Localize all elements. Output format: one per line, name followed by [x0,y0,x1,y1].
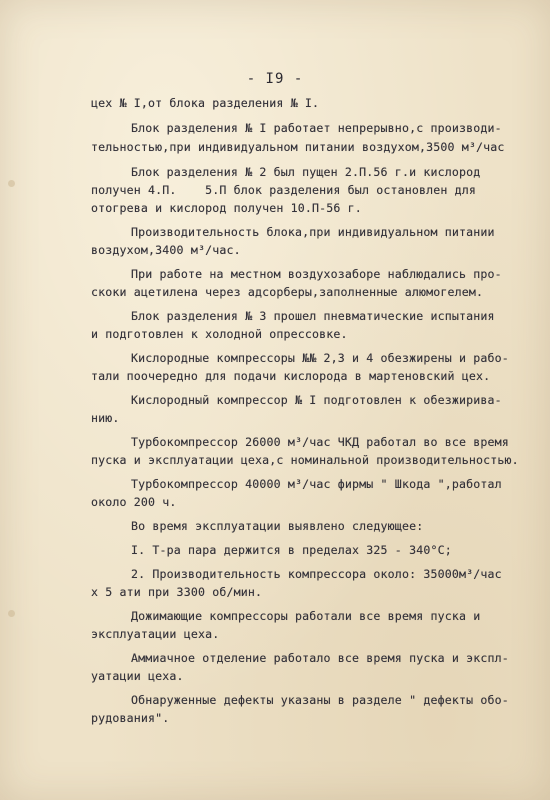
text-line: Турбокомпрессор 40000 м³/час фирмы " Шкода ",работал [131,477,502,491]
text-line: тали поочередно для подачи кислорода в мартеновский цех. [91,369,491,383]
text-line: рудования". [91,711,170,725]
text-line: х 5 ати при 3300 об/мин. [91,585,263,599]
text-line: При работе на местном воздухозаборе наблюдались про- [131,267,502,281]
text-line: тельностью,при индивидуальном питании воздухом,3500 м³/час [91,140,505,154]
text-line: Во время эксплуатации выявлено следующее: [131,519,424,533]
text-line: 2. Производительность компрессора около: 35000м³/час [131,567,502,581]
text-line: Блок разделения № 3 прошел пневматические испытания [131,309,495,323]
text-line: пуска и эксплуатации цеха,с номинальной производительностью. [91,453,519,467]
text-line: Турбокомпрессор 26000 м³/час ЧКД работал во все время [131,435,509,449]
text-line: цех № I,от блока разделения № I. [91,96,320,110]
text-line: Производительность блока,при индивидуальном питании [131,225,495,239]
text-line: Аммиачное отделение работало все время пуска и экспл- [131,651,509,665]
text-line: отогрева и кислород получен 10.П-56 г. [91,201,362,215]
text-line: скоки ацетилена через адсорберы,заполненные алюмогелем. [91,285,484,299]
text-line: уатации цеха. [91,669,184,683]
text-line: Обнаруженные дефекты указаны в разделе " дефекты обо- [131,693,509,707]
text-line: Кислородные компрессоры №№ 2,3 и 4 обезжирены и рабо- [131,351,509,365]
text-line: Дожимающие компрессоры работали все время пуска и [131,609,481,623]
text-line: Кислородный компрессор № I подготовлен к обезжирива- [131,393,502,407]
text-line: Блок разделения № I работает непрерывно,с производи- [131,121,502,135]
page-number: - I9 - [246,71,304,87]
text-line: воздухом,3400 м³/час. [91,243,241,257]
text-line: Блок разделения № 2 был пущен 2.П.56 г.и кислород [131,165,481,179]
text-line: эксплуатации цеха. [91,627,220,641]
text-line: и подготовлен к холодной опрессовке. [91,327,348,341]
text-line: получен 4.П. 5.П блок разделения был остановлен для [91,183,477,197]
text-line: около 200 ч. [91,495,177,509]
text-line: нию. [91,411,120,425]
text-line: I. Т-ра пара держится в пределах 325 - 340°С; [131,543,452,557]
